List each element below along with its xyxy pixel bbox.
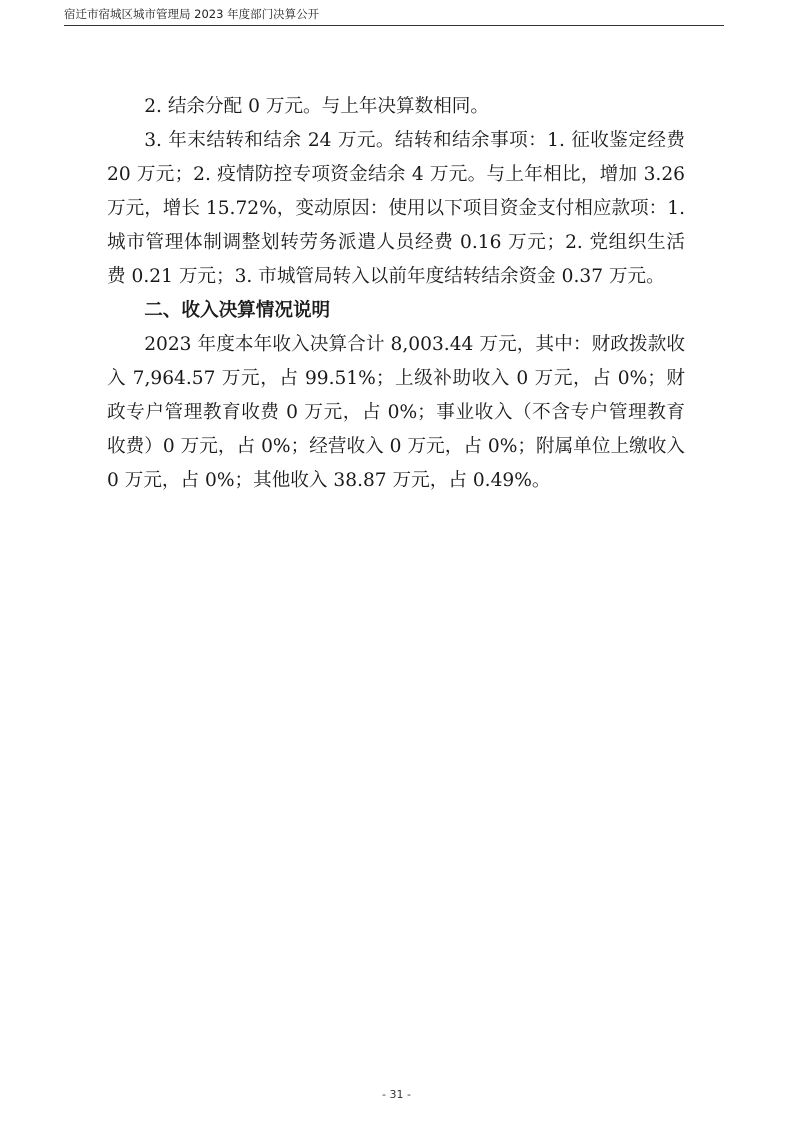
document-body (107, 90, 685, 498)
page-number: - 31 - (382, 1088, 411, 1101)
paragraph-surplus-distribution: 2. 结余分配 0 万元。与上年决算数相同。 (144, 96, 489, 117)
section-heading-income: 二、收入决算情况说明 (144, 300, 331, 321)
paragraph-income-summary: 2023 年度本年收入决算合计 8,003.44 万元，其中：财政拨款收入 7,964.57 万元，占 99.51%；上级补助收入 0 万元，占 0%；财政专户管理教育收费 0 万元，占 0%；事业收入（不含专户管理教育收费）0 万元，占 0%；经营收入 0 万元，占 0%；附属单位上缴收入 0 万元，占 0%；其他收入 38.87 万元，占 0.49%。 (107, 334, 685, 491)
page-header-title: 宿迁市宿城区城市管理局 2023 年度部门决算公开 (64, 7, 320, 21)
header-divider (64, 25, 724, 26)
paragraph-year-end-carryover: 3. 年末结转和结余 24 万元。结转和结余事项：1. 征收鉴定经费 20 万元；2. 疫情防控专项资金结余 4 万元。与上年相比，增加 3.26 万元，增长 15.72%，变动原因：使用以下项目资金支付相应款项：1. 城市管理体制调整划转劳务派遣人员经费 0.16 万元；2. 党组织生活费 0.21 万元；3. 市城管局转入以前年度结转结余资金 0.37 万元。 (107, 130, 685, 287)
